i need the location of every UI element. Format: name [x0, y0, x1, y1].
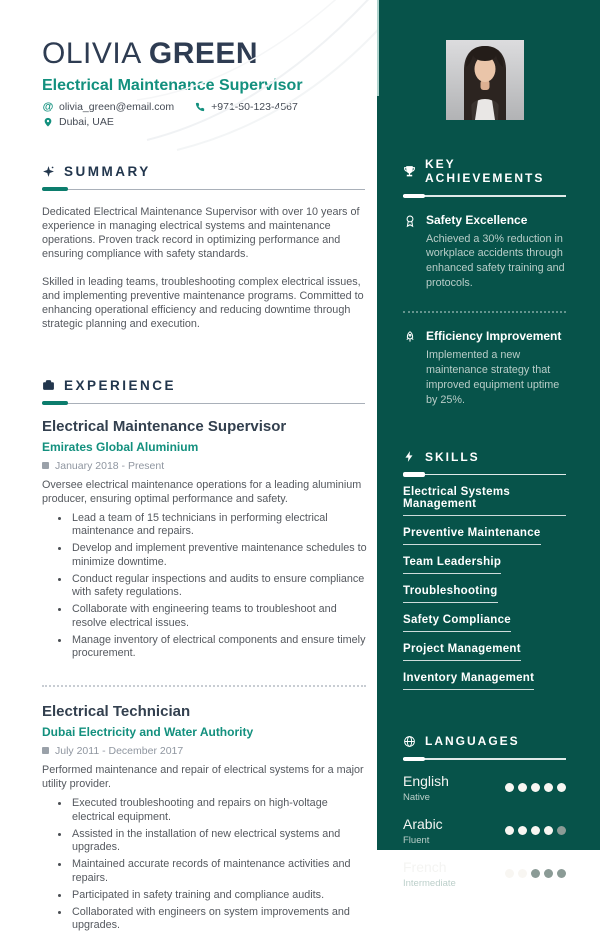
dot-empty [557, 826, 567, 836]
languages-title: LANGUAGES [425, 734, 520, 749]
job-dates: January 2018 - Present [55, 459, 165, 472]
language-proficiency-dots [505, 826, 567, 836]
language-name: English [403, 772, 449, 789]
calendar-square-icon [42, 747, 49, 754]
location-value: Dubai, UAE [59, 115, 114, 128]
skill-item: Preventive Maintenance [403, 527, 541, 545]
edge-accent [377, 0, 379, 96]
skill-item: Project Management [403, 643, 521, 661]
dot-filled [505, 826, 515, 836]
job-company: Emirates Global Aluminium [42, 439, 199, 454]
first-name: OLIVIA [42, 37, 141, 70]
dot-empty [557, 869, 567, 879]
job-dates: July 2011 - December 2017 [55, 744, 184, 757]
achievements-heading-row [403, 157, 566, 185]
language-level: Native [403, 791, 430, 803]
job-bullet: • Executed troubleshooting and repairs on high-voltage electrical equipment. [70, 797, 372, 824]
skills-section [403, 450, 566, 691]
dot-filled [531, 826, 541, 836]
header [42, 38, 365, 128]
languages-section [403, 734, 566, 889]
skills-list [403, 486, 566, 690]
phone-icon [194, 102, 206, 112]
contact-row [42, 116, 365, 128]
job-title: Electrical Technician [42, 702, 191, 720]
achievement-item [403, 213, 566, 292]
person-job-title: Electrical Maintenance Supervisor [42, 76, 303, 94]
languages-heading-row [403, 734, 566, 748]
globe-icon [403, 735, 416, 748]
language-info [403, 773, 449, 803]
job-bullet: • Develop and implement preventive maintenance schedules to minimize downtime. [70, 542, 372, 569]
dot-empty [544, 869, 554, 879]
achievement-description: Implemented a new maintenance strategy that improved equipment uptime by 25%. [426, 349, 560, 406]
skill-item: Team Leadership [403, 556, 501, 574]
contact-location [42, 116, 114, 128]
dot-filled [557, 783, 567, 793]
summary-paragraph: Dedicated Electrical Maintenance Supervisor with over 10 years of experience in managing electrical systems and maintenance operations. Proven track record in optimizing performance and ensuring compliance with safety standards. [42, 205, 360, 261]
language-info [403, 816, 443, 846]
profile-photo [446, 40, 524, 120]
contact-email [42, 101, 174, 113]
job-bullet: • Conduct regular inspections and audits to ensure compliance with safety regulations. [70, 573, 372, 600]
job-bullet-list [42, 512, 372, 661]
rocket-icon [403, 329, 418, 408]
language-level: Intermediate [403, 877, 456, 889]
language-row [403, 773, 566, 803]
contact-phone [194, 101, 298, 113]
portrait-illustration [446, 40, 524, 120]
contact-block [42, 101, 365, 128]
job-bullet-list [42, 797, 372, 932]
job-title: Electrical Maintenance Supervisor [42, 417, 287, 435]
trophy-icon [403, 165, 416, 178]
job-bullet: • Assisted in the installation of new electrical systems and upgrades. [70, 828, 372, 855]
dot-filled [544, 826, 554, 836]
job-dates-row [42, 745, 365, 757]
summary-section [42, 164, 365, 332]
achievements-title: KEY ACHIEVEMENTS [425, 157, 545, 185]
skill-item: Safety Compliance [403, 614, 511, 632]
phone-value: +971-50-123-4567 [211, 100, 298, 113]
skills-title: SKILLS [425, 449, 480, 464]
experience-heading-row [42, 378, 365, 393]
dot-filled [505, 783, 515, 793]
job-summary: Oversee electrical maintenance operations for a leading aluminium producer, ensuring optimal performance and safety. [42, 478, 362, 505]
last-name: GREEN [148, 37, 259, 70]
calendar-square-icon [42, 462, 49, 469]
language-name: French [403, 858, 447, 875]
job-bullet: • Collaborate with engineering teams to troubleshoot and resolve electrical issues. [70, 603, 372, 630]
job-bullet: • Lead a team of 15 technicians in performing electrical maintenance and repairs. [70, 512, 372, 539]
achievement-title: Safety Excellence [426, 212, 528, 227]
dot-filled [544, 783, 554, 793]
job-summary: Performed maintenance and repair of electrical systems for a major utility provider. [42, 763, 364, 791]
medal-icon [403, 213, 418, 292]
achievement-body [426, 213, 566, 292]
sidebar-divider [403, 195, 566, 197]
section-divider [42, 403, 365, 404]
achievement-description: Achieved a 30% reduction in workplace accidents through enhanced safety training and protocols. [426, 232, 565, 290]
sidebar-divider [403, 758, 566, 760]
job-bullet: • Participated in safety training and compliance audits. [70, 889, 372, 902]
experience-section [42, 378, 365, 933]
email-value: olivia_green@email.com [59, 100, 175, 113]
lightning-icon [403, 450, 416, 463]
map-pin-icon [42, 117, 54, 127]
language-info [403, 859, 456, 889]
sparkle-icon [42, 165, 55, 178]
job-entry [42, 418, 365, 661]
sidebar-column [377, 0, 600, 889]
language-proficiency-dots [505, 869, 567, 879]
job-bullet: • Manage inventory of electrical components and ensure timely procurement. [70, 634, 372, 661]
dot-filled [505, 869, 515, 879]
language-proficiency-dots [505, 783, 567, 793]
section-divider [42, 189, 365, 190]
dot-filled [518, 826, 528, 836]
skill-item: Inventory Management [403, 672, 534, 690]
person-name [42, 38, 365, 70]
achievement-separator [403, 311, 566, 313]
briefcase-icon [42, 379, 55, 392]
skill-item: Electrical Systems Management [403, 486, 566, 516]
contact-row [42, 101, 365, 113]
experience-title: EXPERIENCE [64, 377, 177, 393]
language-name: Arabic [403, 815, 443, 832]
at-icon: @ [42, 100, 54, 113]
summary-paragraph: Skilled in leading teams, troubleshooting complex electrical issues, and implementing preventive maintenance programs. Committed to enhancing operational efficiency and reducing downtime through strategic planning and execution. [42, 275, 364, 331]
language-row [403, 859, 566, 889]
dot-filled [531, 783, 541, 793]
achievement-title: Efficiency Improvement [426, 329, 562, 344]
job-dates-row [42, 460, 365, 472]
dot-empty [531, 869, 541, 879]
dot-filled [518, 869, 528, 879]
summary-heading-row [42, 164, 365, 179]
job-company: Dubai Electricity and Water Authority [42, 724, 254, 739]
skill-item: Troubleshooting [403, 585, 498, 603]
summary-title: SUMMARY [64, 163, 151, 179]
achievement-body [426, 329, 566, 408]
job-separator [42, 685, 366, 687]
skills-heading-row [403, 450, 566, 464]
language-row [403, 816, 566, 846]
dot-filled [518, 783, 528, 793]
achievement-item [403, 329, 566, 408]
job-bullet: • Maintained accurate records of maintenance activities and repairs. [70, 858, 372, 885]
sidebar-divider [403, 474, 566, 476]
job-entry [42, 703, 365, 933]
job-bullet: • Collaborated with engineers on system improvements and upgrades. [70, 906, 372, 933]
achievements-section [403, 157, 566, 408]
language-level: Fluent [403, 834, 430, 846]
